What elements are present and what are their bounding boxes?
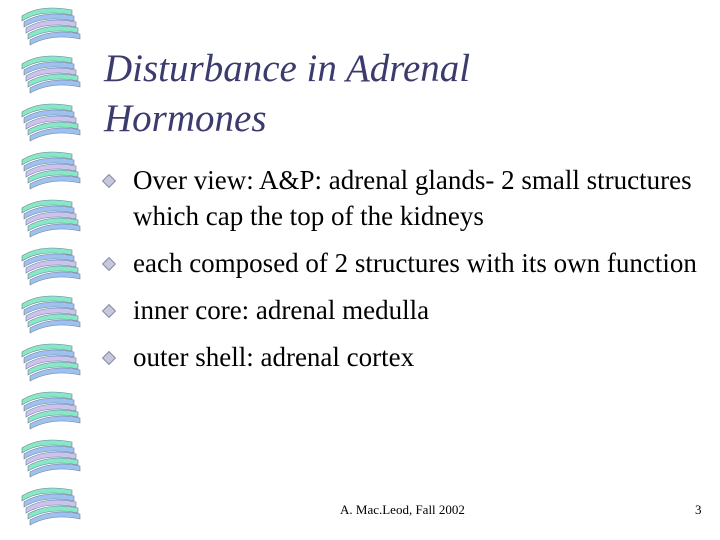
spiral-coil (22, 488, 80, 525)
spiral-coil (22, 440, 80, 477)
diamond-bullet-icon (102, 351, 116, 365)
spiral-binding-icon (0, 0, 100, 540)
spiral-coil (22, 200, 80, 237)
spiral-coil (22, 296, 80, 333)
spiral-coil (22, 56, 80, 93)
footer-author: A. Mac.Leod, Fall 2002 (340, 502, 465, 517)
diamond-bullet-icon (102, 174, 116, 188)
title-line-2: Hormones (104, 97, 267, 140)
list-item (104, 292, 704, 328)
diamond-bullet-icon (102, 257, 116, 271)
spiral-coil (22, 8, 80, 45)
diamond-bullet-icon (102, 304, 116, 318)
list-item (104, 162, 704, 234)
title-line-1: Disturbance in Adrenal (104, 47, 471, 90)
bullet-list (104, 162, 704, 386)
list-item (104, 339, 704, 375)
spiral-coil (22, 344, 80, 381)
list-item (104, 245, 704, 281)
bullet-text: inner core: adrenal medulla (133, 295, 430, 325)
bullet-text: Over view: A&P: adrenal glands- 2 small structures which cap the top of the kidneys (133, 165, 692, 231)
bullet-text: outer shell: adrenal cortex (133, 342, 415, 372)
spiral-coil (22, 248, 80, 285)
bullet-text: each composed of 2 structures with its own function (133, 248, 697, 278)
spiral-coil (22, 152, 80, 189)
page-number: 3 (695, 502, 702, 517)
spiral-coil (22, 392, 80, 429)
spiral-coil (22, 104, 80, 141)
page-title (104, 44, 704, 144)
